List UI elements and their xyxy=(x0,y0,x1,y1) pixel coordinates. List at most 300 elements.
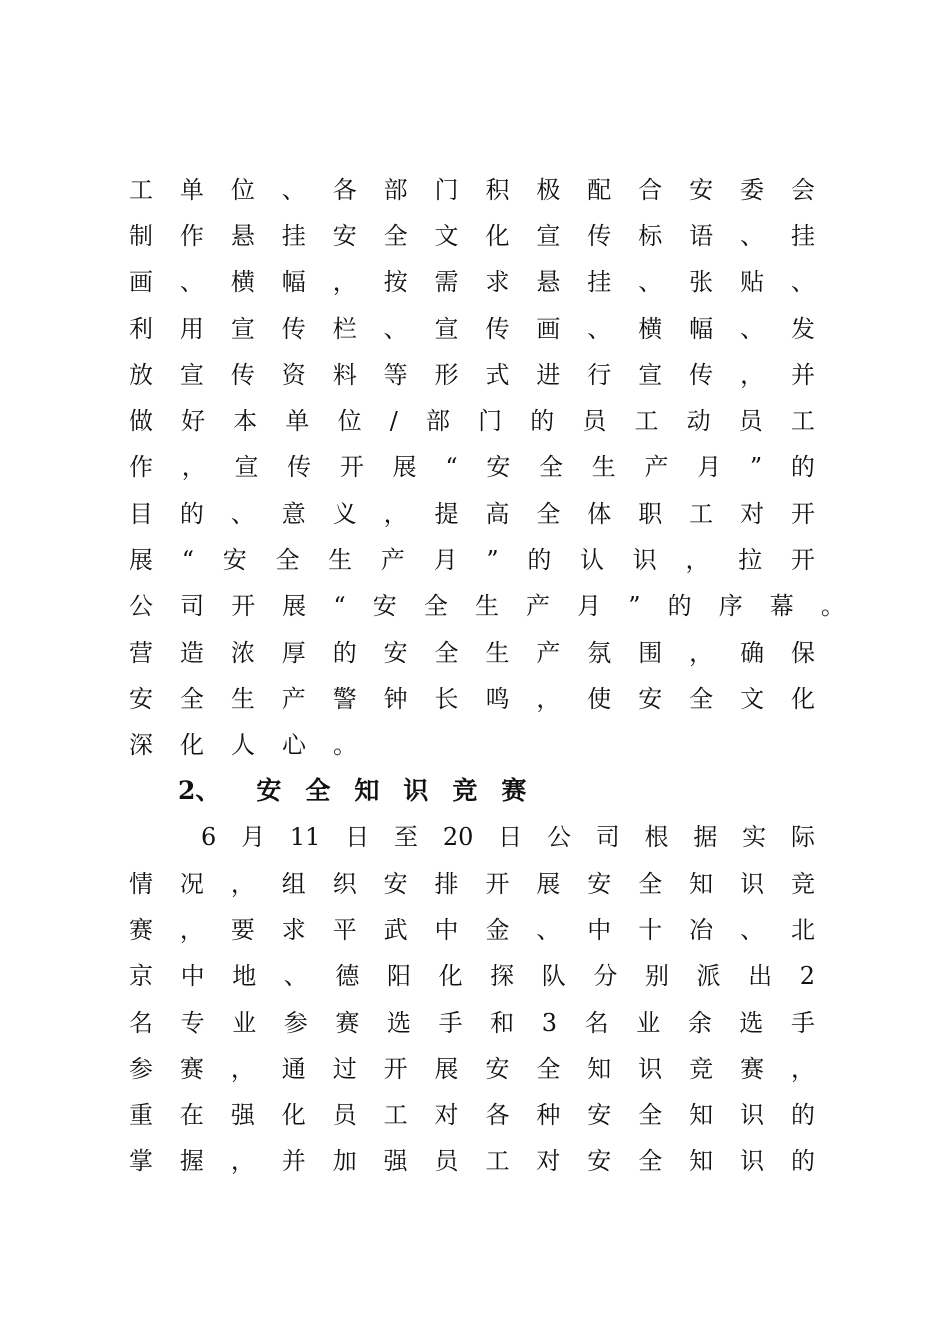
text-char: 标 xyxy=(638,222,663,250)
text-char: 全 xyxy=(638,1147,663,1175)
text-char: 工 xyxy=(634,407,659,435)
text-char: 11 xyxy=(289,823,321,851)
text-char: ， xyxy=(685,546,710,574)
text-line xyxy=(129,630,815,676)
text-char: 员 xyxy=(434,1147,459,1175)
text-char: 进 xyxy=(536,361,561,389)
text-char: 赛 xyxy=(129,916,153,944)
text-char: 画 xyxy=(129,268,153,296)
text-char: 据 xyxy=(693,823,718,851)
text-char: 心 xyxy=(282,731,306,759)
text-char: 赛 xyxy=(335,1009,360,1037)
text-char: 队 xyxy=(541,962,566,990)
text-char: 日 xyxy=(345,823,370,851)
text-char: 对 xyxy=(536,1147,561,1175)
text-char: 识 xyxy=(638,1055,663,1083)
text-char: 宣 xyxy=(234,453,259,481)
text-char: 重 xyxy=(129,1101,153,1129)
text-char: 排 xyxy=(434,870,459,898)
text-char: 发 xyxy=(790,315,815,343)
text-char: 意 xyxy=(281,500,306,528)
text-char: 单 xyxy=(179,176,204,204)
text-char: 平 xyxy=(332,916,357,944)
text-char: ， xyxy=(383,500,408,528)
text-char: 生 xyxy=(230,685,255,713)
text-char: 的 xyxy=(790,1147,815,1175)
text-char: 组 xyxy=(281,870,306,898)
text-char: 生 xyxy=(485,639,510,667)
text-char: ， xyxy=(332,268,357,296)
text-char: 人 xyxy=(231,731,255,759)
text-char: 围 xyxy=(638,639,663,667)
text-char: 需 xyxy=(434,268,459,296)
text-line xyxy=(129,398,815,444)
text-char: 宣 xyxy=(536,222,561,250)
text-char: 各 xyxy=(332,176,357,204)
text-char: “ xyxy=(445,453,458,481)
text-char: 安 xyxy=(587,1101,612,1129)
text-char: ” xyxy=(628,592,641,620)
text-char: 日 xyxy=(498,823,523,851)
text-char: 中 xyxy=(587,916,612,944)
text-line xyxy=(129,537,815,583)
text-char: 月 xyxy=(433,546,458,574)
text-char: 展 xyxy=(129,546,153,574)
text-char: 识 xyxy=(740,1147,765,1175)
text-char: 安 xyxy=(383,870,408,898)
text-char: 的 xyxy=(179,500,204,528)
text-char: 全 xyxy=(383,222,408,250)
text-char: 认 xyxy=(580,546,605,574)
text-char: 知 xyxy=(587,1055,612,1083)
text-char: 极 xyxy=(536,176,561,204)
text-char: 挂 xyxy=(281,222,306,250)
text-char: 识 xyxy=(632,546,657,574)
text-char: 的 xyxy=(332,639,357,667)
text-char: 、 xyxy=(179,268,204,296)
text-char: 保 xyxy=(790,639,815,667)
text-char: 知 xyxy=(689,1147,714,1175)
text-char: ， xyxy=(536,685,561,713)
text-char: 传 xyxy=(587,222,612,250)
text-char: ， xyxy=(179,916,204,944)
text-char: 安 xyxy=(486,453,511,481)
text-char: 全 xyxy=(638,1101,663,1129)
text-char: 安 xyxy=(332,222,357,250)
text-char: 公 xyxy=(129,592,153,620)
text-char: 长 xyxy=(434,685,459,713)
text-char: 根 xyxy=(644,823,669,851)
text-char: 织 xyxy=(332,870,357,898)
section-number: 2、 xyxy=(178,776,221,805)
text-char: 赛 xyxy=(740,1055,765,1083)
text-line xyxy=(129,352,815,398)
text-char: ， xyxy=(230,1055,255,1083)
text-char: 全 xyxy=(689,685,714,713)
text-char: 化 xyxy=(485,222,510,250)
text-line xyxy=(129,1138,815,1184)
text-char: 化 xyxy=(180,731,204,759)
text-line xyxy=(129,907,815,953)
text-char: 制 xyxy=(129,222,153,250)
text-char: 确 xyxy=(740,639,765,667)
text-char: 的 xyxy=(530,407,555,435)
text-char: 、 xyxy=(230,500,255,528)
text-char: 全 xyxy=(638,870,663,898)
text-line xyxy=(129,861,815,907)
text-char: 全 xyxy=(536,1055,561,1083)
text-char: 参 xyxy=(283,1009,308,1037)
text-char: 宣 xyxy=(434,315,459,343)
text-char: 十 xyxy=(638,916,663,944)
text-char: 工 xyxy=(689,500,714,528)
text-char: 营 xyxy=(129,639,153,667)
text-char: 工 xyxy=(129,176,153,204)
text-char: 情 xyxy=(129,870,153,898)
text-char: 武 xyxy=(383,916,408,944)
text-char: 画 xyxy=(536,315,561,343)
text-char: 展 xyxy=(434,1055,459,1083)
text-char: 合 xyxy=(638,176,663,204)
text-char: 求 xyxy=(485,268,510,296)
text-char: 化 xyxy=(281,1101,306,1129)
text-char: 传 xyxy=(230,361,255,389)
text-line xyxy=(129,722,815,768)
text-char: 式 xyxy=(485,361,510,389)
text-char: 厚 xyxy=(281,639,306,667)
text-char: 传 xyxy=(287,453,312,481)
section-heading xyxy=(178,768,550,814)
text-char: 、 xyxy=(283,962,308,990)
text-char: 安 xyxy=(372,592,397,620)
text-char: 提 xyxy=(434,500,459,528)
text-char: 产 xyxy=(281,685,306,713)
text-char: 握 xyxy=(179,1147,204,1175)
text-char: 文 xyxy=(740,685,765,713)
text-char: 分 xyxy=(593,962,618,990)
text-char: 并 xyxy=(790,361,815,389)
text-char: 钟 xyxy=(383,685,408,713)
text-char: 、 xyxy=(790,268,815,296)
text-char: 、 xyxy=(638,268,663,296)
text-char: 积 xyxy=(485,176,510,204)
text-char: 业 xyxy=(232,1009,257,1037)
text-char: 高 xyxy=(485,500,510,528)
text-char: 20 xyxy=(442,823,474,851)
text-char: 竞 xyxy=(790,870,815,898)
text-char: 开 xyxy=(485,870,510,898)
text-char: 生 xyxy=(474,592,499,620)
text-char: 动 xyxy=(686,407,711,435)
text-char: 员 xyxy=(332,1101,357,1129)
text-char: 各 xyxy=(485,1101,510,1129)
text-char: 工 xyxy=(383,1101,408,1129)
text-char: 造 xyxy=(179,639,204,667)
text-char: 工 xyxy=(790,407,815,435)
text-char: 宣 xyxy=(230,315,255,343)
text-char: 选 xyxy=(739,1009,764,1037)
text-char: 全 xyxy=(275,546,300,574)
text-char: 月 xyxy=(241,823,266,851)
text-char: 手 xyxy=(438,1009,463,1037)
text-char: 识 xyxy=(740,1101,765,1129)
text-char: 张 xyxy=(689,268,714,296)
text-char: 门 xyxy=(434,176,459,204)
text-char: 安 xyxy=(383,639,408,667)
text-char: 际 xyxy=(790,823,815,851)
text-char: 做 xyxy=(129,407,153,435)
text-char: 好 xyxy=(181,407,206,435)
text-char: / xyxy=(389,407,398,435)
text-line xyxy=(129,1092,815,1138)
text-char: 用 xyxy=(179,315,204,343)
text-char: 幕 xyxy=(769,592,794,620)
text-char: 探 xyxy=(490,962,515,990)
text-line xyxy=(129,583,845,629)
text-char: 行 xyxy=(587,361,612,389)
text-char: 识 xyxy=(740,870,765,898)
text-char: 展 xyxy=(392,453,417,481)
text-char: 深 xyxy=(129,731,153,759)
text-char: 的 xyxy=(790,453,815,481)
text-char: 京 xyxy=(129,962,153,990)
text-line xyxy=(129,676,815,722)
text-char: ” xyxy=(486,546,499,574)
text-char: 、 xyxy=(281,176,306,204)
text-char: 安 xyxy=(485,1055,510,1083)
text-char: 生 xyxy=(328,546,353,574)
text-char: 要 xyxy=(230,916,255,944)
text-char: 、 xyxy=(587,315,612,343)
text-char: 员 xyxy=(582,407,607,435)
text-char: 过 xyxy=(332,1055,357,1083)
text-char: 挂 xyxy=(587,268,612,296)
text-char: 、 xyxy=(740,315,765,343)
text-line xyxy=(129,1000,815,1046)
text-char: ” xyxy=(749,453,763,481)
text-char: 3 xyxy=(541,1009,558,1037)
text-char: 安 xyxy=(689,176,714,204)
text-char: 使 xyxy=(587,685,612,713)
text-char: 手 xyxy=(791,1009,815,1037)
text-char: 员 xyxy=(738,407,763,435)
text-char: 全 xyxy=(423,592,448,620)
text-char: 的 xyxy=(667,592,692,620)
text-char: 对 xyxy=(434,1101,459,1129)
text-char: 产 xyxy=(526,592,551,620)
text-char: 传 xyxy=(485,315,510,343)
text-char: 全 xyxy=(539,453,564,481)
text-char: 单 xyxy=(285,407,310,435)
text-char: 全 xyxy=(536,500,561,528)
text-char: 至 xyxy=(394,823,419,851)
text-char: 展 xyxy=(282,592,307,620)
text-char: 文 xyxy=(434,222,459,250)
text-char: 并 xyxy=(281,1147,306,1175)
text-char: 中 xyxy=(434,916,459,944)
text-char: 传 xyxy=(281,315,306,343)
text-char: 派 xyxy=(696,962,721,990)
text-line xyxy=(129,953,815,999)
text-char: 实 xyxy=(742,823,767,851)
text-line xyxy=(129,259,815,305)
text-char: 悬 xyxy=(536,268,561,296)
text-char: 形 xyxy=(434,361,459,389)
text-char: 开 xyxy=(339,453,364,481)
text-char: 利 xyxy=(129,315,153,343)
text-char: 横 xyxy=(230,268,255,296)
text-char: 余 xyxy=(687,1009,712,1037)
text-char: 等 xyxy=(383,361,408,389)
text-char: 知 xyxy=(689,1101,714,1129)
text-line xyxy=(201,814,815,860)
text-char: 部 xyxy=(425,407,450,435)
text-char: 专 xyxy=(180,1009,205,1037)
text-char: 职 xyxy=(638,500,663,528)
text-char: 部 xyxy=(383,176,408,204)
text-char: 委 xyxy=(740,176,765,204)
text-char: 公 xyxy=(546,823,571,851)
text-char: 横 xyxy=(638,315,663,343)
text-char: ， xyxy=(230,870,255,898)
text-char: 赛 xyxy=(179,1055,204,1083)
text-char: 强 xyxy=(383,1147,408,1175)
text-char: ， xyxy=(230,1147,255,1175)
text-char: 加 xyxy=(332,1147,357,1175)
section-title: 安全知识竞赛 xyxy=(256,776,551,805)
text-char: 阳 xyxy=(386,962,411,990)
text-char: 产 xyxy=(536,639,561,667)
text-char: 通 xyxy=(281,1055,306,1083)
text-char: 参 xyxy=(129,1055,153,1083)
text-char: 2 xyxy=(799,962,815,990)
text-char: 位 xyxy=(230,176,255,204)
text-line xyxy=(129,444,815,490)
text-char: 安 xyxy=(222,546,247,574)
text-char: 名 xyxy=(129,1009,153,1037)
text-char: 金 xyxy=(485,916,510,944)
text-char: 业 xyxy=(636,1009,661,1037)
text-char: 位 xyxy=(337,407,362,435)
text-char: 宣 xyxy=(638,361,663,389)
text-char: 强 xyxy=(230,1101,255,1129)
text-char: 掌 xyxy=(129,1147,153,1175)
text-char: 德 xyxy=(335,962,360,990)
text-char: 对 xyxy=(740,500,765,528)
text-char: 和 xyxy=(490,1009,515,1037)
text-char: 作 xyxy=(179,222,204,250)
text-char: 序 xyxy=(718,592,743,620)
text-char: 工 xyxy=(485,1147,510,1175)
text-char: 别 xyxy=(644,962,669,990)
text-char: 。 xyxy=(820,592,845,620)
text-char: 生 xyxy=(591,453,616,481)
text-char: 开 xyxy=(383,1055,408,1083)
text-char: 、 xyxy=(383,315,408,343)
text-char: 化 xyxy=(438,962,463,990)
text-char: 况 xyxy=(179,870,204,898)
text-char: 司 xyxy=(180,592,205,620)
text-char: 挂 xyxy=(790,222,815,250)
text-char: 拉 xyxy=(738,546,763,574)
text-line xyxy=(129,167,815,213)
text-char: 浓 xyxy=(230,639,255,667)
text-char: 安 xyxy=(129,685,153,713)
text-char: 作 xyxy=(129,453,153,481)
text-char: 竞 xyxy=(689,1055,714,1083)
text-char: 宣 xyxy=(179,361,204,389)
text-char: 义 xyxy=(332,500,357,528)
text-char: 全 xyxy=(179,685,204,713)
text-line xyxy=(129,1046,815,1092)
text-char: 中 xyxy=(180,962,205,990)
text-char: 的 xyxy=(790,1101,815,1129)
text-char: “ xyxy=(181,546,194,574)
text-char: 选 xyxy=(386,1009,411,1037)
text-char: 目 xyxy=(129,500,153,528)
text-char: 开 xyxy=(790,546,815,574)
text-char: 栏 xyxy=(332,315,357,343)
text-char: 贴 xyxy=(740,268,765,296)
text-char: 安 xyxy=(587,1147,612,1175)
text-char: 月 xyxy=(577,592,602,620)
text-char: 按 xyxy=(383,268,408,296)
text-char: 鸣 xyxy=(485,685,510,713)
text-char: 会 xyxy=(790,176,815,204)
text-char: 地 xyxy=(232,962,257,990)
text-char: 安 xyxy=(587,870,612,898)
text-char: 月 xyxy=(697,453,722,481)
text-char: 料 xyxy=(332,361,357,389)
text-char: ， xyxy=(689,639,714,667)
text-char: 、 xyxy=(536,916,561,944)
text-char: 求 xyxy=(281,916,306,944)
text-char: 本 xyxy=(233,407,258,435)
text-char: 出 xyxy=(748,962,773,990)
text-char: 传 xyxy=(689,361,714,389)
text-line xyxy=(129,213,815,259)
text-char: 氛 xyxy=(587,639,612,667)
text-char: 安 xyxy=(638,685,663,713)
text-char: 配 xyxy=(587,176,612,204)
text-char: 警 xyxy=(332,685,357,713)
text-line xyxy=(129,491,815,537)
text-char: 、 xyxy=(740,222,765,250)
text-char: 幅 xyxy=(281,268,306,296)
text-char: 悬 xyxy=(230,222,255,250)
text-char: 展 xyxy=(536,870,561,898)
text-char: ， xyxy=(181,453,206,481)
text-char: 产 xyxy=(644,453,669,481)
text-char: ， xyxy=(740,361,765,389)
text-char: 北 xyxy=(790,916,815,944)
text-char: 体 xyxy=(587,500,612,528)
text-char: 6 xyxy=(201,823,217,851)
text-char: ， xyxy=(790,1055,815,1083)
text-char: 全 xyxy=(434,639,459,667)
text-char: 知 xyxy=(689,870,714,898)
text-char: 开 xyxy=(790,500,815,528)
text-char: 名 xyxy=(584,1009,609,1037)
text-char: 的 xyxy=(527,546,552,574)
text-char: 种 xyxy=(536,1101,561,1129)
text-char: 产 xyxy=(380,546,405,574)
text-char: 放 xyxy=(129,361,153,389)
text-char: 开 xyxy=(231,592,256,620)
text-char: 语 xyxy=(689,222,714,250)
text-char: 司 xyxy=(595,823,620,851)
text-char: 在 xyxy=(179,1101,204,1129)
